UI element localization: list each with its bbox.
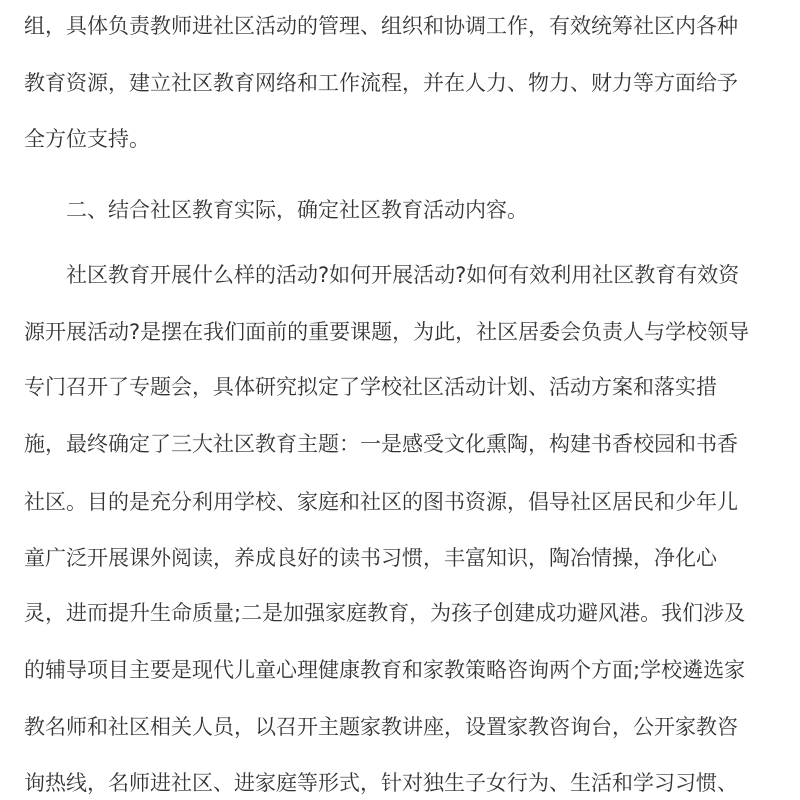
text-line: 社区。目的是充分利用学校、家庭和社区的图书资源，倡导社区居民和少年儿 (24, 490, 738, 514)
text-line: 的辅导项目主要是现代儿童心理健康教育和家教策略咨询两个方面;学校遴选家 (24, 658, 746, 682)
heading-line: 二、结合社区教育实际，确定社区教育活动内容。 (66, 198, 528, 222)
text-line: 教名师和社区相关人员，以召开主题家教讲座，设置家教咨询台，公开家教咨 (24, 715, 738, 739)
text-line: 组，具体负责教师进社区活动的管理、组织和协调工作，有效统筹社区内各种 (24, 14, 738, 38)
text-line: 灵，进而提升生命质量;二是加强家庭教育，为孩子创建成功避风港。我们涉及 (24, 601, 746, 625)
text-line: 源开展活动?是摆在我们面前的重要课题，为此，社区居委会负责人与学校领导 (24, 320, 750, 344)
text-line: 全方位支持。 (24, 127, 150, 151)
text-line: 社区教育开展什么样的活动?如何开展活动?如何有效利用社区教育有效资 (66, 263, 740, 287)
text-line: 童广泛开展课外阅读，养成良好的读书习惯，丰富知识，陶冶情操，净化心 (24, 546, 717, 570)
text-line: 施，最终确定了三大社区教育主题：一是感受文化熏陶，构建书香校园和书香 (24, 432, 738, 456)
text-line: 专门召开了专题会，具体研究拟定了学校社区活动计划、活动方案和落实措 (24, 375, 717, 399)
text-line: 询热线，名师进社区、进家庭等形式，针对独生子女行为、生活和学习习惯、 (24, 771, 738, 795)
text-line: 教育资源，建立社区教育网络和工作流程，并在人力、物力、财力等方面给予 (24, 71, 738, 95)
